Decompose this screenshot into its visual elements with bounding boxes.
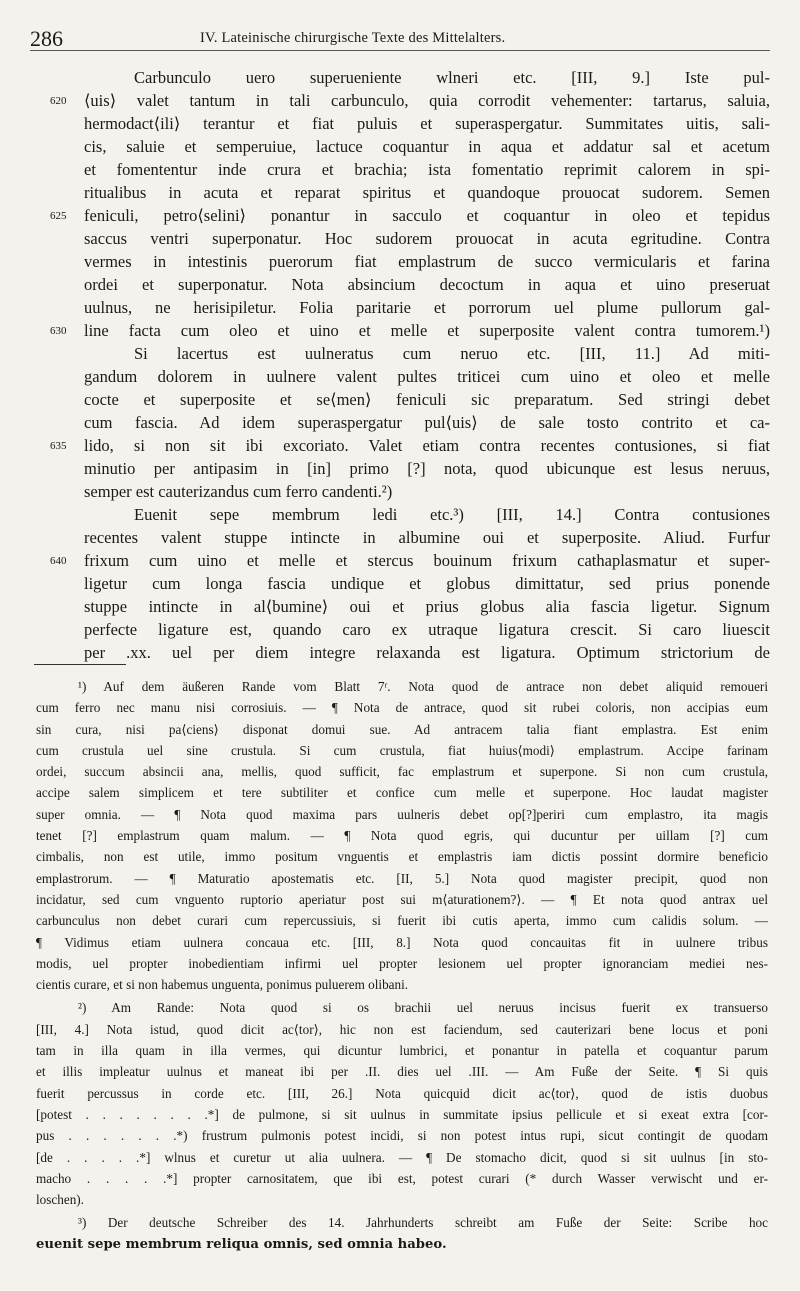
line-text: ⟨uis⟩ valet tantum in tali carbunculo, quia corrodit vehementer: tartarus, saluia,: [84, 91, 770, 110]
line-number: 640: [50, 555, 67, 567]
footnote-text: pus . . . . . . .*) frustrum pulmonis potest incidi, si non potest intus rupi, sicut contingit de quodam: [36, 1128, 768, 1144]
footnote-line: [0, 1234, 800, 1255]
text-line: [0, 181, 800, 204]
line-text: Carbunculo uero superueniente wlneri etc. [III, 9.] Iste pul-: [134, 68, 770, 87]
footnote-line: [0, 1083, 800, 1104]
text-line: [0, 112, 800, 135]
footnote-line: [0, 719, 800, 740]
text-line: [0, 365, 800, 388]
footnote-text: ordei, succum absincii ana, mellis, quod sufficit, fac emplastrum et superpone. Si non cum crustula,: [36, 764, 768, 780]
footnote-text: ³) Der deutsche Schreiber des 14. Jahrhunderts schreibt am Fuße der Seite: Scribe hoc: [78, 1215, 768, 1231]
page-number: 286: [30, 26, 63, 51]
footnote-line: [0, 1061, 800, 1082]
footnote-text: sin cura, nisi pa⟨ciens⟩ disponat domui sue. Ad antracem talia fiant emplastra. Est enim: [36, 721, 768, 737]
footnote-line: [0, 1040, 800, 1061]
footnote-rule: [34, 664, 126, 665]
line-text: saccus ventri superponatur. Hoc sudorem prouocat in acuta egritudine. Contra: [84, 229, 770, 248]
text-line: [0, 204, 800, 227]
line-number: 620: [50, 95, 67, 107]
text-line: [0, 135, 800, 158]
footnote-line: [0, 1168, 800, 1189]
footnote-line: [0, 1147, 800, 1168]
footnote-text: carbunculus non debet curari cum repercussiuis, si fuerit ibi cutis aperta, immo cum calidis solum. —: [36, 913, 768, 929]
text-line: [0, 273, 800, 296]
main-text: [0, 66, 800, 664]
footnote-line: [0, 1189, 800, 1210]
footnote-line: [0, 1019, 800, 1040]
text-line: [0, 480, 800, 503]
footnote-line: [0, 846, 800, 867]
footnote-line: [0, 761, 800, 782]
footnote-line: [0, 1104, 800, 1125]
text-line: [0, 319, 800, 342]
footnote-line: [0, 932, 800, 953]
footnote-text: ²) Am Rande: Nota quod si os brachii uel neruus incisus fuerit ex transuerso: [78, 1000, 768, 1016]
footnote-line: [0, 868, 800, 889]
line-text: et fomententur inde crura et brachia; ista fomentatio reprimit calorem in spi-: [84, 160, 770, 179]
line-text: ligetur cum longa fascia undique et globus dimittatur, sed prius ponende: [84, 574, 770, 593]
line-text: semper est cauterizandus cum ferro candenti.²): [84, 482, 393, 501]
text-line: [0, 66, 800, 89]
footnote-line: [0, 676, 800, 697]
footnotes: [0, 676, 800, 1255]
text-line: [0, 342, 800, 365]
text-line: [0, 388, 800, 411]
text-line: [0, 434, 800, 457]
text-line: [0, 618, 800, 641]
text-line: [0, 457, 800, 480]
footnote-text: et illis impleatur uulnus et maneat ibi per .II. dies uel .III. — Am Fuße der Seite. ¶ Si quis: [36, 1064, 768, 1080]
line-text: gandum dolorem in uulnere valent pultes triticei cum uino et oleo et melle: [84, 367, 770, 386]
text-line: [0, 296, 800, 319]
footnote-text: ¶ Vidimus etiam uulnera concaua etc. [III, 8.] Nota quod concauitas fit in uulnere tribus: [36, 934, 768, 950]
footnote-text: ¹) Auf dem äußeren Rande vom Blatt 7ʳ. Nota quod de antrace non debet aliquid remoueri: [78, 679, 768, 694]
footnote-text: [de . . . . .*] wlnus et curetur ut alia uulnera. — ¶ De stomacho dicit, quod si sit uulnus [in sto-: [36, 1149, 768, 1165]
line-number: 630: [50, 325, 67, 337]
text-line: [0, 250, 800, 273]
footnote-text: emplastrorum. — ¶ Maturatio apostematis etc. [II, 5.] Nota quod magister precipit, quod non: [36, 870, 768, 886]
footnote-line: [0, 825, 800, 846]
footnote-text: accipe salem simplicem et tere subtiliter et confice cum melle et superpone. Hoc laudat magister: [36, 785, 768, 801]
line-text: stuppe intincte in al⟨bumine⟩ oui et prius globus alia fascia ligetur. Signum: [84, 597, 770, 616]
footnote-text: euenit sepe membrum reliqua omnis, sed omnia habeo.: [36, 1236, 447, 1252]
line-number: 625: [50, 210, 67, 222]
line-text: cocte et superposite et se⟨men⟩ feniculi sic preparatum. Sed stringi debet: [84, 390, 770, 409]
footnote-text: [potest . . . . . . . .*] de pulmone, si sit uulnus in summitate ipsius pellicule et si exeat extra [cor-: [36, 1106, 768, 1122]
text-line: [0, 549, 800, 572]
page-header: [30, 22, 770, 52]
header-rule: [30, 50, 770, 51]
text-line: [0, 595, 800, 618]
running-head: IV. Lateinische chirurgische Texte des Mittelalters.: [200, 30, 506, 46]
footnote-line: [0, 974, 800, 995]
footnote-text: tenet [?] emplastrum quam malum. — ¶ Nota quod egris, qui ducuntur per uillam [?] cum: [36, 828, 768, 844]
line-text: Euenit sepe membrum ledi etc.³) [III, 14.] Contra contusiones: [134, 505, 770, 524]
line-text: ordei et superponatur. Nota absincium decoctum in aqua et uino preseruat: [84, 275, 770, 294]
footnote-text: cimbalis, non est utile, immo positum vnguentis et emplastris iam dictis possint dormire beneficio: [36, 849, 768, 865]
line-text: lido, si non sit ibi excoriato. Valet etiam contra recentes contusiones, si fiat: [84, 436, 770, 455]
footnote-line: [0, 953, 800, 974]
line-text: frixum cum uino et melle et stercus bouinum frixum cathaplasmatur et super-: [84, 551, 770, 570]
footnote-line: [0, 997, 800, 1018]
text-line: [0, 641, 800, 664]
footnote-line: [0, 889, 800, 910]
line-text: perfecte ligature est, quando caro ex utraque ligatura crescit. Si caro liuescit: [84, 620, 770, 639]
line-text: uulnus, ne herisipiletur. Folia paritarie et porrorum uel plume pullorum gal-: [84, 298, 770, 317]
footnote-line: [0, 740, 800, 761]
footnote-text: incidatur, sed cum vnguento ruptorio aperiatur post sui m⟨aturationem?⟩. — ¶ Et nota quod antrax uel: [36, 891, 768, 907]
line-text: recentes valent stuppe intincte in albumine oui et superposite. Aliud. Furfur: [84, 528, 770, 547]
footnote-text: loschen).: [36, 1192, 84, 1208]
line-text: vermes in intestinis puerorum fiat emplastrum de succo vermicularis et farina: [84, 252, 770, 271]
footnote-line: [0, 782, 800, 803]
footnote-line: [0, 697, 800, 718]
line-text: ritualibus in acuta et reparat spiritus et quandoque prouocat sudorem. Semen: [84, 183, 770, 202]
text-line: [0, 572, 800, 595]
footnote-text: tam in illa quam in illa vermes, qui dicuntur lumbrici, et ponantur in patella et coquantur parum: [36, 1043, 768, 1059]
line-text: cis, saluie et semperuiue, lactuce coquantur in aqua et addatur sal et acetum: [84, 137, 770, 156]
footnote-line: [0, 1212, 800, 1233]
footnote-text: super omnia. — ¶ Nota quod maxima pars uulneris debet op[?]periri cum emplastro, ita magis: [36, 806, 768, 822]
text-line: [0, 227, 800, 250]
text-line: [0, 503, 800, 526]
line-text: Si lacertus est uulneratus cum neruo etc. [III, 11.] Ad miti-: [134, 344, 770, 363]
line-number: 635: [50, 440, 67, 452]
line-text: cum fascia. Ad idem superaspergatur pul⟨uis⟩ de sale tosto contrito et ca-: [84, 413, 770, 432]
footnote-text: macho . . . . .*] propter carnositatem, que ibi est, potest curari (* durch Wasser verwischt und er-: [36, 1170, 768, 1186]
footnote-line: [0, 1125, 800, 1146]
footnote-text: fuerit percussus in corde etc. [III, 26.] Nota quicquid dicit ac⟨tor⟩, quod de istis duobus: [36, 1085, 768, 1101]
line-text: feniculi, petro⟨selini⟩ ponantur in sacculo et coquantur in oleo et tepidus: [84, 206, 770, 225]
footnote-text: modis, uel propter inobedientiam infirmi uel propter lesionem uel propter ignoranciam mediei nes-: [36, 955, 768, 971]
line-text: per .xx. uel per diem integre relaxanda est ligatura. Optimum strictorium de: [84, 643, 770, 662]
footnote-text: cum crustula uel sine crustula. Si cum crustula, fiat huius⟨modi⟩ emplastrum. Accipe farinam: [36, 742, 768, 758]
text-line: [0, 526, 800, 549]
text-line: [0, 89, 800, 112]
line-text: minutio per antipasim in [in] primo [?] nota, quod ubicunque est lesus neruus,: [84, 459, 770, 478]
text-line: [0, 411, 800, 434]
line-text: line facta cum oleo et uino et melle et superposite valent contra tumorem.¹): [84, 321, 770, 340]
text-line: [0, 158, 800, 181]
footnote-line: [0, 910, 800, 931]
footnote-line: [0, 804, 800, 825]
footnote-text: [III, 4.] Nota istud, quod dicit ac⟨tor⟩, hic non est faciendum, sed cauterizari bene locus et poni: [36, 1021, 768, 1037]
footnote-text: cum ferro nec manu nisi corrosiuis. — ¶ Nota de antrace, quod sit rubei coloris, non accipias eum: [36, 700, 768, 716]
line-text: hermodact⟨ili⟩ terantur et fiat puluis et superaspergatur. Summitates uitis, sali-: [84, 114, 770, 133]
footnote-text: cientis curare, et si non habemus unguenta, ponimus puluerem olibani.: [36, 977, 409, 993]
